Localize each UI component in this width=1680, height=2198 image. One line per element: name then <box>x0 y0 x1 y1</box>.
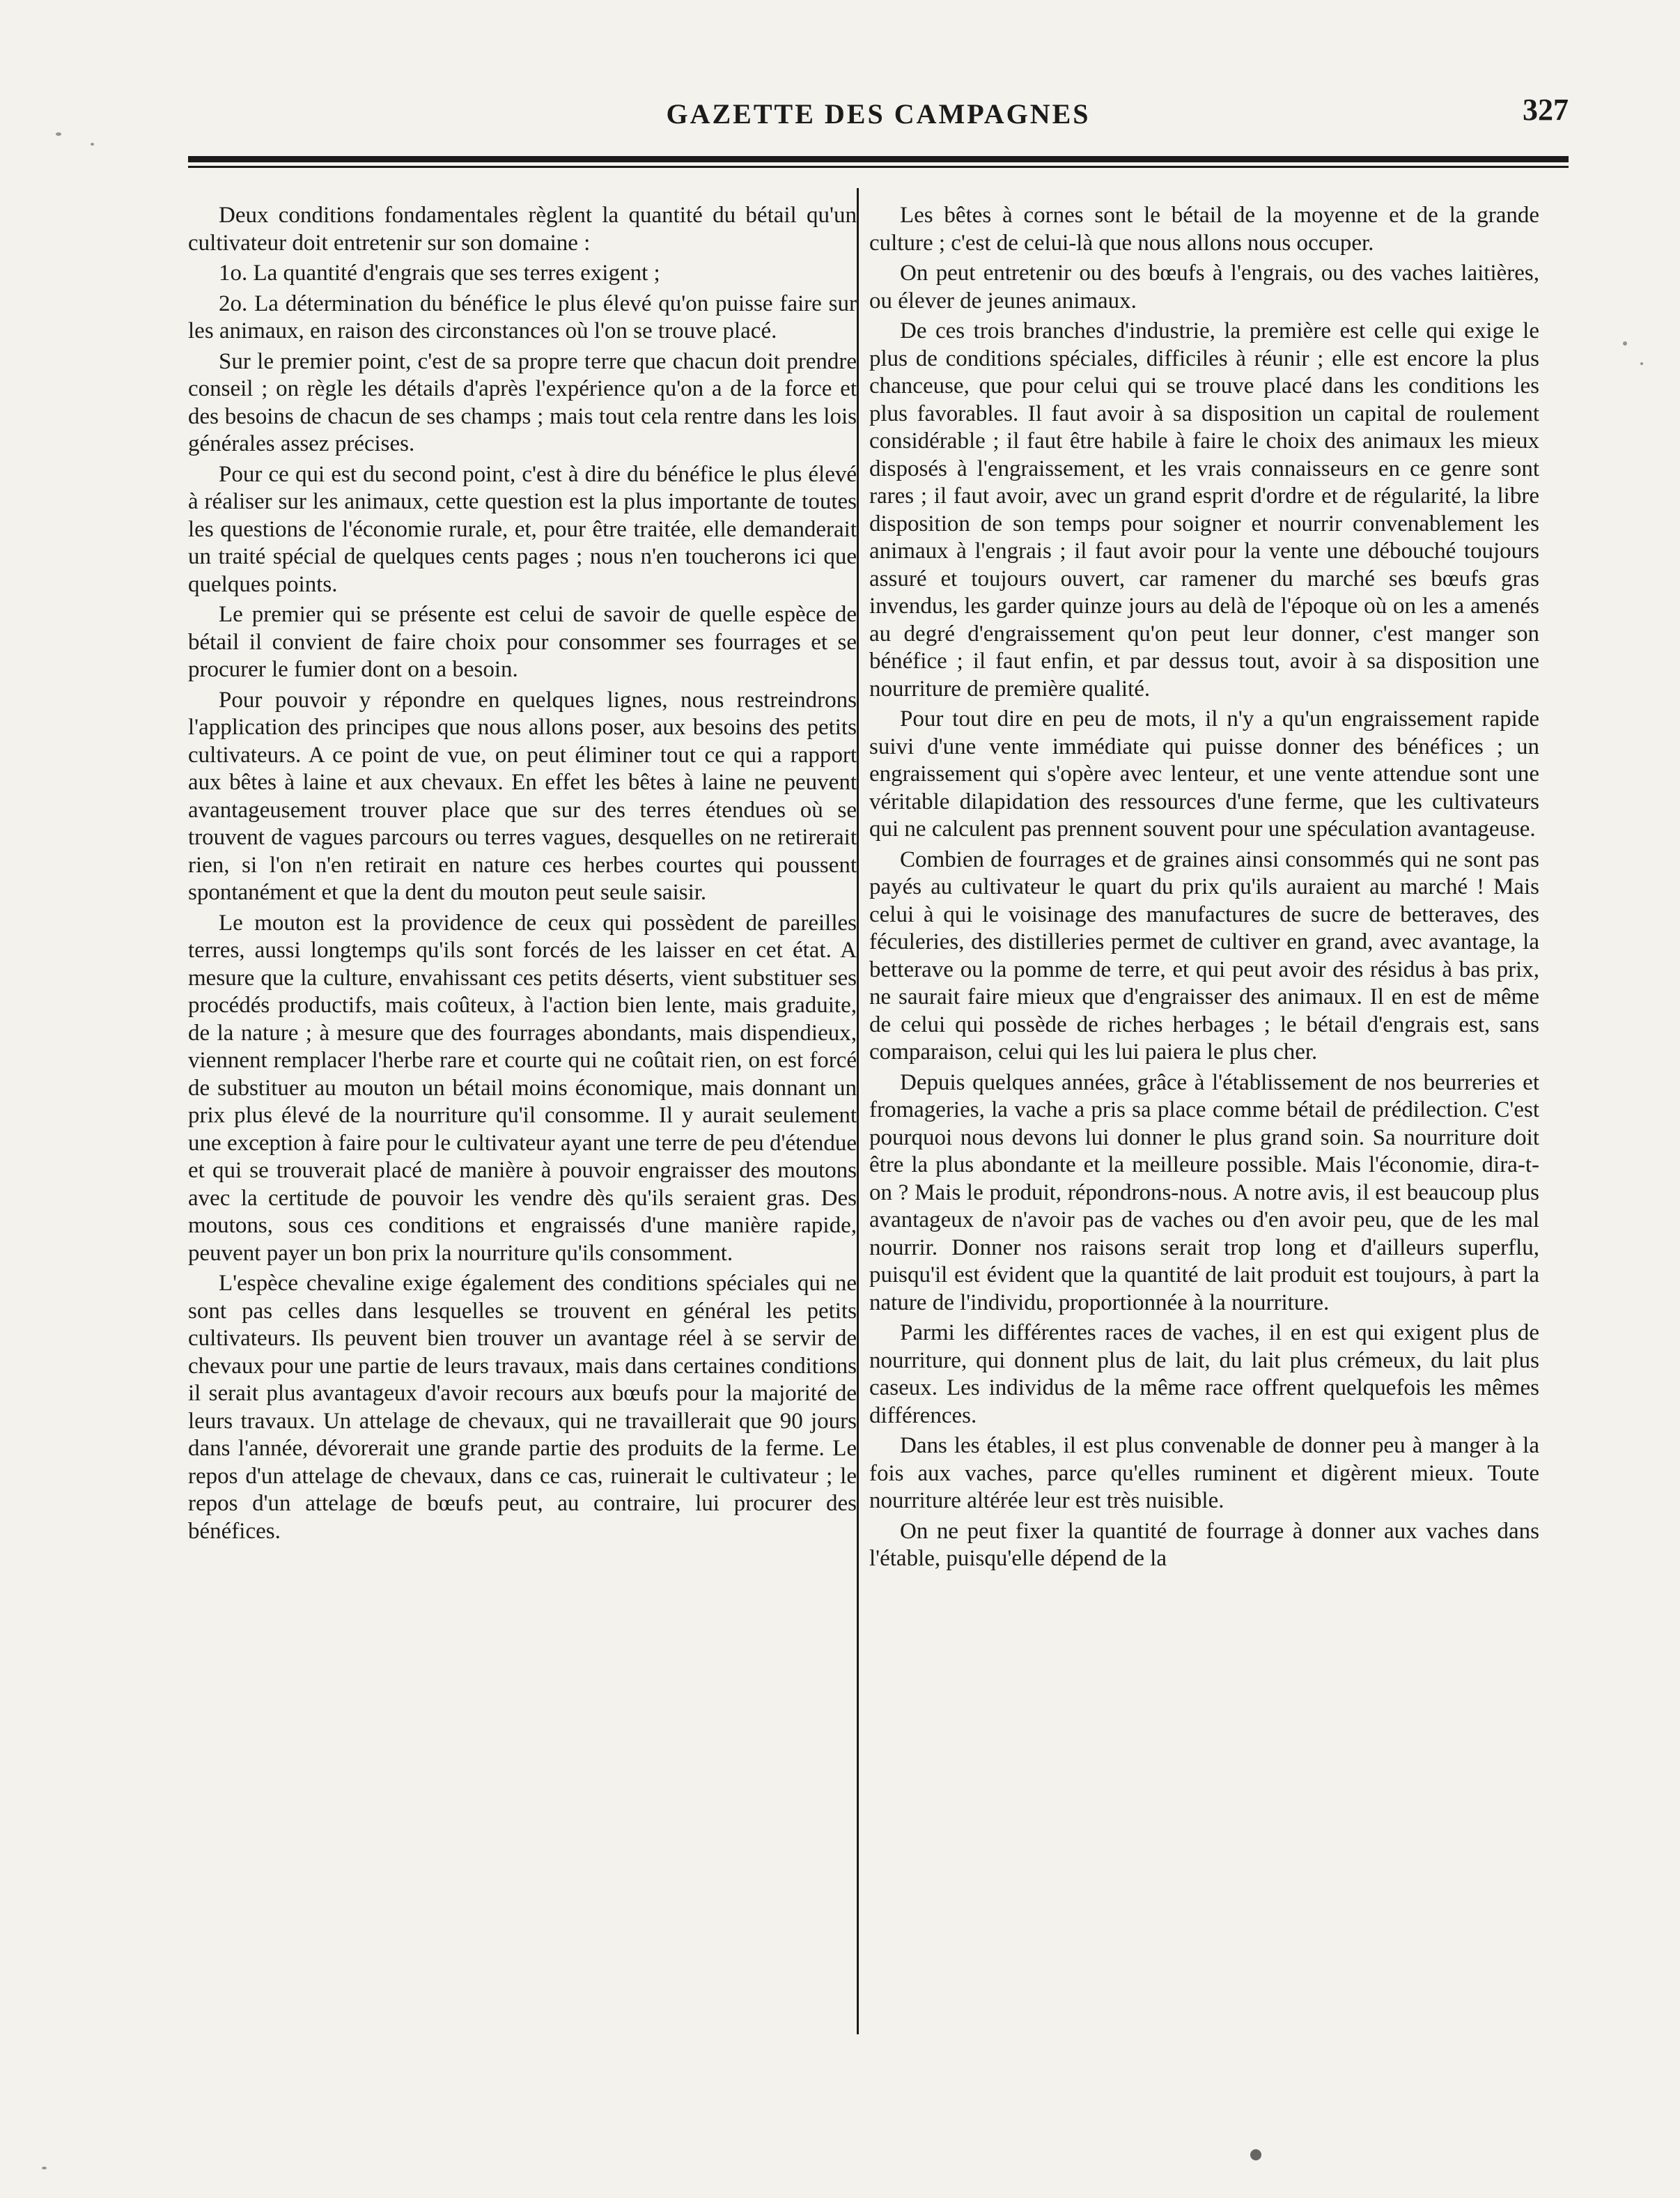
header-rule-thick <box>188 156 1569 162</box>
paragraph: On peut entretenir ou des bœufs à l'engrais, ou des vaches laitières, ou élever de jeunes animaux. <box>869 261 1539 314</box>
paragraph: Le mouton est la providence de ceux qui possèdent de pareilles terres, aussi longtemps qu'ils sont forcés de les laisser en cet état. A mesure que la culture, envahissant ces petits déserts, vient substituer ses procédés productifs, mais coûteux, à l'action bien lente, mais graduite, de la nature ; à mesure que des fourrages abondants, mais dispendieux, viennent remplacer l'herbe rare et courte qui ne coûtait rien, on est forcé de substituer au mouton un bétail moins économique, mais donnant un prix plus élevé de la nourriture qu'il consomme. Il y aurait seulement une exception à faire pour le cultivateur ayant une terre de peu d'étendue et qui se trouverait placé de manière à pouvoir engraisser des moutons avec la certitude de pouvoir les vendre dès qu'ils seraient gras. Des moutons, sous ces conditions et engraissés d'une manière rapide, peuvent payer un bon prix la nourriture qu'ils consomment. <box>188 910 857 1266</box>
scan-speckle <box>1250 2149 1261 2160</box>
paragraph: Parmi les différentes races de vaches, il en est qui exigent plus de nourriture, qui donnent plus de lait, du lait plus crémeux, du lait plus caseux. Les individus de la même race offrent quelquefois les mêmes différences. <box>869 1320 1539 1428</box>
paragraph: 2o. La détermination du bénéfice le plus élevé qu'on puisse faire sur les animaux, en raison des circonstances où l'on se trouve placé. <box>188 291 857 343</box>
paragraph: Depuis quelques années, grâce à l'établissement de nos beurreries et fromageries, la vache a pris sa place comme bétail de prédilection. C'est pourquoi nous devons lui donner le plus grand soin. Sa nourriture doit être la plus abondante et la meilleure possible. Mais l'économie, dira-t-on ? Mais le produit, répondrons-nous. A notre avis, il est beaucoup plus avantageux de n'avoir pas de vaches ou d'en avoir peu, que de les mal nourrir. Donner nos raisons serait trop long et d'ailleurs superflu, puisqu'il est évident que la quantité de lait produit est toujours, à part la nature de l'individu, proportionnée à la nourriture. <box>869 1069 1539 1315</box>
paragraph: Combien de fourrages et de graines ainsi consommés qui ne sont pas payés au cultivateur le quart du prix qu'ils auraient au marché ! Mais celui à qui le voisinage des manufactures de sucre de betteraves, des féculeries, des distilleries permet de cultiver en grand, avec avantage, la betterave ou la pomme de terre, et qui peut avoir des résidus à bas prix, ne saurait faire mieux que d'engraisser des animaux. Il en est de même de celui qui possède de riches herbages ; le bétail d'engrais est, sans comparaison, celui qui les lui paiera le plus cher. <box>869 846 1539 1065</box>
scan-speckle <box>1640 362 1643 365</box>
paragraph: L'espèce chevaline exige également des conditions spéciales qui ne sont pas celles dans lesquelles se trouvent en général les petits cultivateurs. Ils peuvent bien trouver un avantage réel à se servir de chevaux pour une partie de leurs travaux, mais dans certaines conditions il serait plus avantageux d'avoir recours aux bœufs pour la majorité de leurs travaux. Un attelage de chevaux, qui ne travaillerait que 90 jours dans l'année, dévorerait une grande partie des produits de la ferme. Le repos d'un attelage de chevaux, dans ce cas, ruinerait le cultivateur ; le repos d'un attelage de bœufs peut, au contraire, lui procurer des bénéfices. <box>188 1271 857 1544</box>
page-number: 327 <box>1523 93 1569 127</box>
paragraph: Deux conditions fondamentales règlent la quantité du bétail qu'un cultivateur doit entretenir sur son domaine : <box>188 203 857 256</box>
right-column <box>869 202 1539 1576</box>
paragraph: De ces trois branches d'industrie, la première est celle qui exige le plus de conditions spéciales, difficiles à réunir ; elle est encore la plus chanceuse, que pour celui qui se trouve placé dans les conditions les plus favorables. Il faut avoir à sa disposition un capital de roulement considérable ; il faut être habile à faire le choix des animaux les mieux disposés à l'engraissement, et les vrais connaisseurs en ce genre sont rares ; il faut avoir, avec un grand esprit d'ordre et de régularité, la libre disposition de son temps pour soigner et nourrir convenablement les animaux à l'engrais ; il faut avoir pour la vente une débouché toujours assuré et toujours ouvert, car ramener du marché ses bœufs gras invendus, les garder quinze jours au delà de l'époque où on les a amenés au degré d'engraissement qu'on peut leur donner, c'est manger son bénéfice ; il faut enfin, et par dessus tout, avoir à sa disposition une nourriture de première qualité. <box>869 318 1539 702</box>
scan-speckle <box>56 132 61 136</box>
paragraph: Les bêtes à cornes sont le bétail de la moyenne et de la grande culture ; c'est de celui-là que nous allons nous occuper. <box>869 203 1539 256</box>
paragraph: Dans les étables, il est plus convenable de donner peu à manger à la fois aux vaches, parce qu'elles ruminent et digèrent mieux. Toute nourriture altérée leur est très nuisible. <box>869 1433 1539 1513</box>
header-rule-thin <box>188 166 1569 168</box>
paragraph: Pour ce qui est du second point, c'est à dire du bénéfice le plus élevé à réaliser sur les animaux, cette question est la plus importante de toutes les questions de l'économie rurale, et, pour être traitée, elle demanderait un traité spécial de quelques cents pages ; nous n'en toucherons ici que quelques points. <box>188 461 857 597</box>
column-divider <box>857 188 859 2034</box>
paragraph: Le premier qui se présente est celui de savoir de quelle espèce de bétail il convient de faire choix pour consommer ses fourrages et se procurer le fumier dont on a besoin. <box>188 602 857 682</box>
paragraph: Pour pouvoir y répondre en quelques lignes, nous restreindrons l'application des principes que nous allons poser, aux besoins des petits cultivateurs. A ce point de vue, on peut éliminer tout ce qui a rapport aux bêtes à laine et aux chevaux. En effet les bêtes à laine ne peuvent avantageusement trouver place que sur des terres étendues où se trouvent de vagues parcours ou terres vagues, desquelles on ne retirerait rien, si l'on n'en retirait en nature ces herbes courtes qui poussent spontanément et que la dent du mouton peut seule saisir. <box>188 687 857 905</box>
left-column <box>188 202 857 1548</box>
paragraph: Sur le premier point, c'est de sa propre terre que chacun doit prendre conseil ; on règle les détails d'après l'expérience qu'on a de la force et des besoins de chacun de ses champs ; mais tout cela rentre dans les lois générales assez précises. <box>188 348 857 456</box>
scan-speckle <box>1623 341 1627 346</box>
journal-title: GAZETTE DES CAMPAGNES <box>666 98 1091 130</box>
paragraph: Pour tout dire en peu de mots, il n'y a qu'un engraissement rapide suivi d'une vente immédiate qui puisse donner des bénéfices ; un engraissement qui s'opère avec lenteur, et une vente attendue sont une véritable dilapidation des ressources d'une ferme, que les cultivateurs qui ne calculent pas prennent souvent pour une spéculation avantageuse. <box>869 706 1539 842</box>
scan-speckle <box>91 143 94 146</box>
paragraph: 1o. La quantité d'engrais que ses terres exigent ; <box>219 261 660 286</box>
running-head <box>188 93 1569 139</box>
scan-speckle <box>42 2167 47 2169</box>
paragraph: On ne peut fixer la quantité de fourrage à donner aux vaches dans l'étable, puisqu'elle dépend de la <box>869 1518 1539 1571</box>
